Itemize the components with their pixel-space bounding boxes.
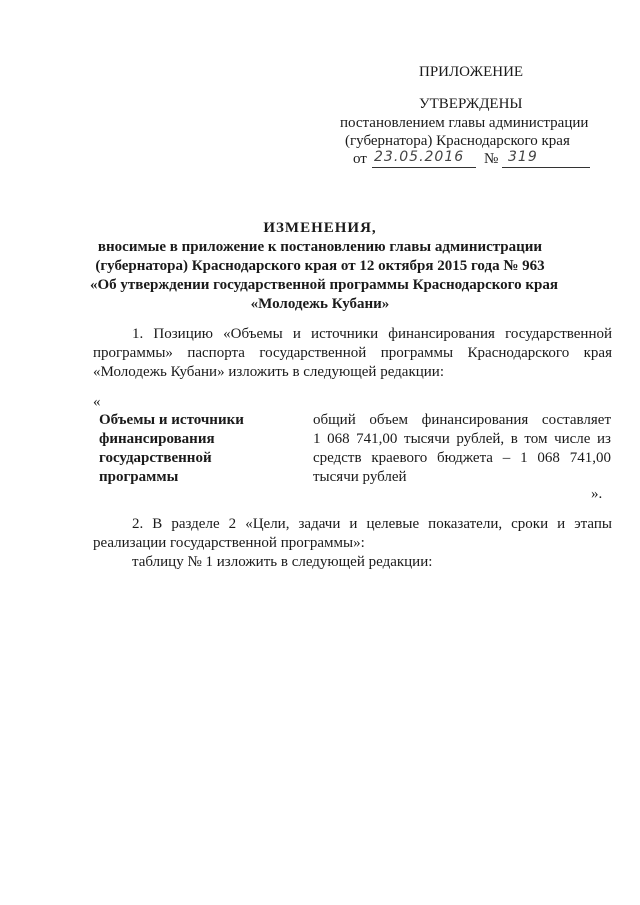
table-right-line-1: общий объем финансирования составляет [313,412,611,428]
table-right-line-2: 1 068 741,00 тысячи рублей, в том числе из [313,431,611,447]
table-left-line-4: программы [99,469,179,485]
date-underline [372,167,476,168]
item1-line-1: 1. Позицию «Объемы и источники финансирования государственной [132,326,612,342]
approved-label: УТВЕРЖДЕНЫ [419,96,523,112]
title-line-4: «Молодежь Кубани» [250,296,390,312]
date-prefix: от [353,151,367,167]
approved-by-line-2: (губернатора) Краснодарского края [345,133,570,149]
table-left-line-2: финансирования [99,431,215,447]
title-line-2: (губернатора) Краснодарского края от 12 октября 2015 года № 963 [95,258,545,274]
approved-by-line-1: постановлением главы администрации [340,115,589,131]
item1-line-2: программы» паспорта государственной программы Краснодарского края [93,345,612,361]
closing-quote: ». [591,486,603,502]
handwritten-date: 23.05.2016 [374,149,465,165]
item2-line-2: реализации государственной программы»: [93,535,365,551]
table-right-line-3: средств краевого бюджета – 1 068 741,00 [313,450,611,466]
table-left-line-1: Объемы и источники [99,412,244,428]
table-left-line-3: государственной [99,450,212,466]
item2-line-1: 2. В разделе 2 «Цели, задачи и целевые показатели, сроки и этапы [132,516,612,532]
item2-line-3: таблицу № 1 изложить в следующей редакции: [132,554,433,570]
number-underline [502,167,590,168]
table-right-line-4: тысячи рублей [313,469,407,485]
number-prefix: № [484,151,499,167]
appendix-label: ПРИЛОЖЕНИЕ [419,64,524,80]
title-line-3: «Об утверждении государственной программы Краснодарского края [90,277,558,293]
title-line-1: вносимые в приложение к постановлению главы администрации [97,239,543,255]
document-heading: ИЗМЕНЕНИЯ, [263,220,377,236]
handwritten-number: 319 [508,149,538,165]
opening-quote: « [93,394,101,410]
item1-line-3: «Молодежь Кубани» изложить в следующей редакции: [93,364,444,380]
